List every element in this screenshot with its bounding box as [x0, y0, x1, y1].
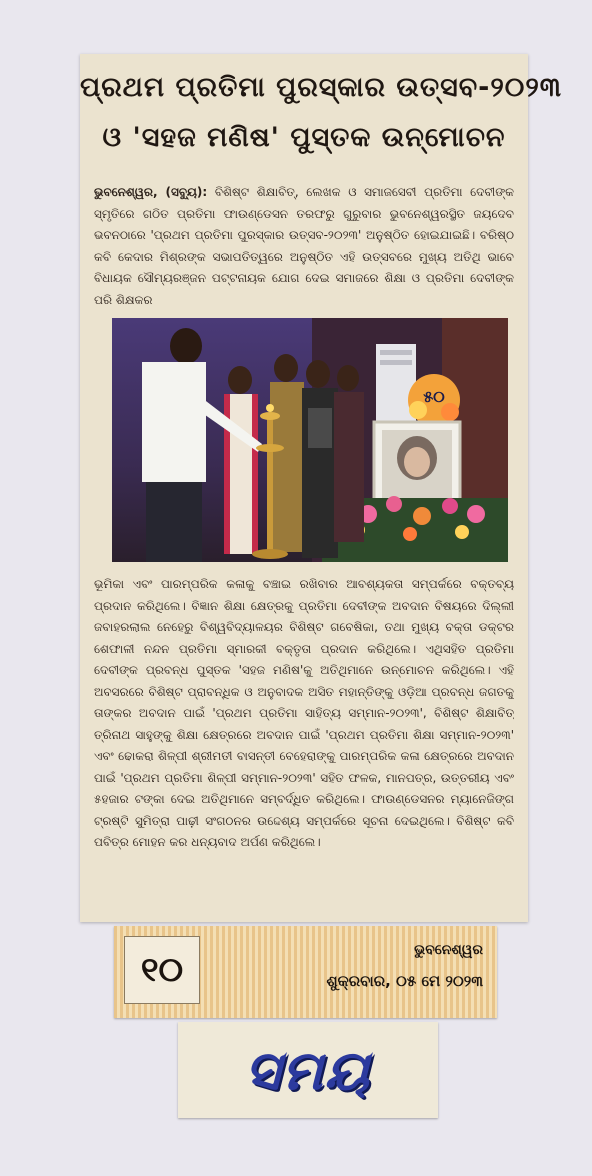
headline-line-2: ଓ 'ସହଜ ମଣିଷ' ପୁସ୍ତକ ଉନ୍ମୋଚନ [102, 122, 506, 153]
folio-city: ଭୁବନେଶ୍ୱର [414, 942, 483, 958]
article-paragraph-2: ଭୂମିକା ଏବଂ ପାରମ୍ପରିକ କଳାକୁ ବଞ୍ଚାଇ ରଖିବାର ଆବଶ୍ୟକତା ସମ୍ପର୍କରେ ବକ୍ତବ୍ୟ ପ୍ରଦାନ କରିଥିଲେ। ବିଜ୍ଞାନ ଶିକ୍ଷା କ୍ଷେତ୍ରକୁ ପ୍ରତିମା ଦେବୀଙ୍କ ଅବଦାନ ବିଷୟରେ ଦିଲ୍ଲୀ ଜବାହରଲାଲ ନେହେରୁ ବିଶ୍ୱବିଦ୍ୟାଳୟର ବିଶିଷ୍ଟ ଗବେଷିକା, ତଥା ମୁଖ୍ୟ ବକ୍ତା ଡକ୍ଟର ଶେଫାଳୀ ନନ୍ଦନ ପ୍ରତିମା ସ୍ମାରକୀ ବକ୍ତୃତା ପ୍ରଦାନ କରିଥିଲେ। ଏଥିସହିତ ପ୍ରତିମା ଦେବୀଙ୍କ ପ୍ରବନ୍ଧ ପୁସ୍ତକ 'ସହଜ ମଣିଷ'କୁ ଅତିଥିମାନେ ଉନ୍ମୋଚନ କରିଥିଲେ। ଏହି ଅବସରରେ ବିଶିଷ୍ଟ ପ୍ରାବନ୍ଧିକ ଓ ଅନୁବାଦକ ଅସିତ ମହାନ୍ତିଙ୍କୁ ଓଡ଼ିଆ ପ୍ରବନ୍ଧ ଜଗତକୁ ତାଙ୍କର ଅବଦାନ ପାଇଁ 'ପ୍ରଥମ ପ୍ରତିମା ସାହିତ୍ୟ ସମ୍ମାନ-୨୦୨୩', ବିଶିଷ୍ଟ ଶିକ୍ଷାବିତ୍ ତ୍ରିନାଥ ସାହୁଙ୍କୁ ଶିକ୍ଷା କ୍ଷେତ୍ରରେ ଅବଦାନ ପାଇଁ 'ପ୍ରଥମ ପ୍ରତିମା ଶିକ୍ଷା ସମ୍ମାନ-୨୦୨୩' ଏବଂ ଢୋକରା ଶିଳ୍ପୀ ଶ୍ରୀମତୀ ବାସନ୍ତୀ ବେହେରାଙ୍କୁ ପାରମ୍ପରିକ କଳା କ୍ଷେତ୍ରରେ ଅବଦାନ ପାଇଁ 'ପ୍ରଥମ ପ୍ରତିମା ଶିଳ୍ପୀ ସମ୍ମାନ-୨୦୨୩' ସହିତ ଫଳକ, ମାନପତ୍ର, ଉତ୍ତରୀୟ ଏବଂ ୫ହଜାର ଟଙ୍କା ଦେଇ ଅତିଥିମାନେ ସମ୍ବର୍ଦ୍ଧିତ କରିଥିଲେ। ଫାଉଣ୍ଡେସନର ମ୍ୟାନେଜିଙ୍ଗ ଟ୍ରଷ୍ଟି ସୁମିତ୍ରା ପାଢ଼ୀ ସଂଗଠନର ଉଦ୍ଦେଶ୍ୟ ସମ୍ପର୍କରେ ସୂଚନା ଦେଇଥିଲେ। ବିଶିଷ୍ଟ କବି ପବିତ୍ର ମୋହନ କର ଧନ୍ୟବାଦ ଅର୍ପଣ କରିଥିଲେ। [94, 577, 514, 849]
event-photo [112, 318, 508, 562]
newspaper-masthead [178, 1022, 438, 1118]
folio-date: ଶୁକ୍ରବାର, ୦୫ ମେ ୨୦୨୩ [326, 972, 483, 990]
page-folio [114, 926, 497, 1018]
event-photo-illustration [112, 318, 508, 562]
news-clipping [80, 54, 562, 922]
dateline: ଭୁବନେଶ୍ୱର, (ସବ୍ୟୁ): [94, 185, 208, 199]
headline-line-1: ପ୍ରଥମ ପ୍ରତିମା ପୁରସ୍କାର ଉତ୍ସବ-୨୦୨୩ [80, 72, 562, 103]
page-number: ୧୦ [124, 936, 200, 1004]
masthead-logo: ସମୟ [244, 1037, 372, 1102]
paragraph-1-text: ବିଶିଷ୍ଟ ଶିକ୍ଷାବିତ୍, ଲେଖକ ଓ ସମାଜସେବୀ ପ୍ରତିମା ଦେବୀଙ୍କ ସ୍ମୃତିରେ ଗଠିତ ପ୍ରତିମା ଫାଉଣ୍ଡେସନ ତରଫରୁ ଗୁରୁବାର ଭୁବନେଶ୍ୱରସ୍ଥିତ ଜୟଦେବ ଭବନଠାରେ 'ପ୍ରଥମ ପ୍ରତିମା ପୁରସ୍କାର ଉତ୍ସବ-୨୦୨୩' ଅନୁଷ୍ଠିତ ହୋଇଯାଇଛି। ବରିଷ୍ଠ କବି କେଦାର ମିଶ୍ରଙ୍କ ସଭାପତିତ୍ୱରେ ଅନୁଷ୍ଠିତ ଏହି ଉତ୍ସବରେ ମୁଖ୍ୟ ଅତିଥି ଭାବେ ବିଧାୟକ ସୌମ୍ୟରଞ୍ଜନ ପଟ୍ଟନାୟକ ଯୋଗ ଦେଇ ସମାଜରେ ଶିକ୍ଷା ଓ ପ୍ରତିମା ଦେବୀଙ୍କ ପରି ଶିକ୍ଷକର [94, 185, 514, 307]
emblem-text: ୫୦ [423, 387, 445, 406]
